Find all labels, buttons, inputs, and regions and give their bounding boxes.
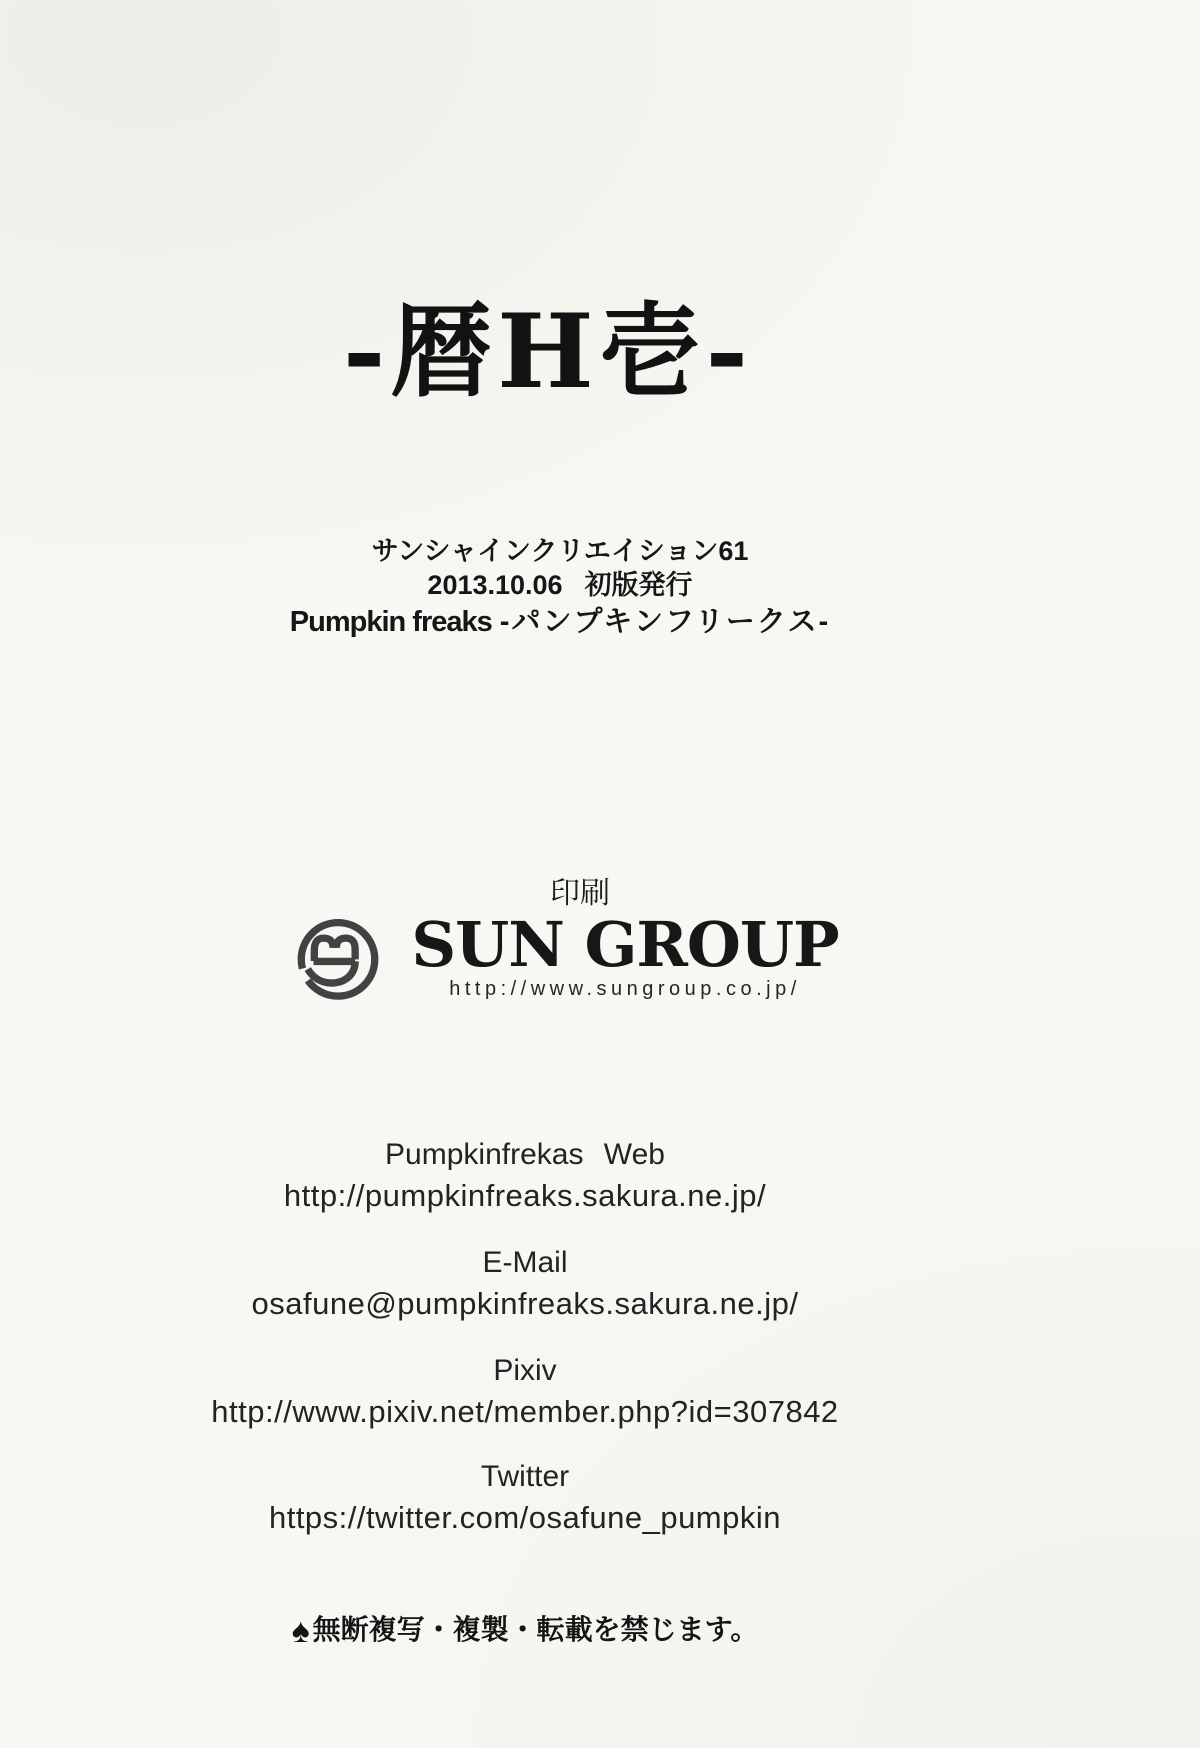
printer-company-url: http://www.sungroup.co.jp/: [449, 978, 801, 1000]
circle-name-line: [0, 605, 1120, 639]
publication-date: 2013.10.06: [427, 570, 563, 600]
email-section: [0, 1244, 1050, 1324]
circle-name-latin: Pumpkin freaks: [289, 606, 492, 638]
printing-label: 印刷: [550, 876, 610, 911]
email-address: osafune@pumpkinfreaks.sakura.ne.jp/: [251, 1286, 799, 1321]
web-link-label: Pumpkinfrekas Web: [385, 1138, 665, 1171]
printer-company-name: SUN GROUP: [411, 908, 839, 981]
book-title: -暦H壱-: [342, 292, 754, 412]
copyright-notice: [0, 1608, 1050, 1651]
edition-label: 初版発行: [584, 570, 693, 600]
pixiv-section: [0, 1352, 1050, 1432]
spade-icon: ♠: [291, 1612, 310, 1650]
notice-text: 無断複写・複製・転載を禁じます。: [312, 1614, 759, 1645]
pixiv-label: Pixiv: [493, 1354, 557, 1387]
sun-group-logo-icon: [289, 912, 387, 1010]
printer-block: [0, 906, 1128, 1010]
web-link-url: http://pumpkinfreaks.sakura.ne.jp/: [283, 1178, 767, 1213]
web-link-section: [0, 1136, 1050, 1216]
printer-text: [411, 906, 838, 1001]
pixiv-url: http://www.pixiv.net/member.php?id=307842: [211, 1394, 839, 1429]
email-label: E-Mail: [482, 1246, 568, 1279]
twitter-label: Twitter: [480, 1460, 570, 1493]
publication-info: [0, 534, 1120, 639]
twitter-url: https://twitter.com/osafune_pumpkin: [268, 1500, 782, 1535]
circle-name-kana: -パンプキンフリークス-: [499, 606, 831, 638]
publication-date-line: [0, 568, 1120, 602]
twitter-section: [0, 1458, 1050, 1538]
event-name: サンシャインクリエイション61: [371, 536, 749, 566]
